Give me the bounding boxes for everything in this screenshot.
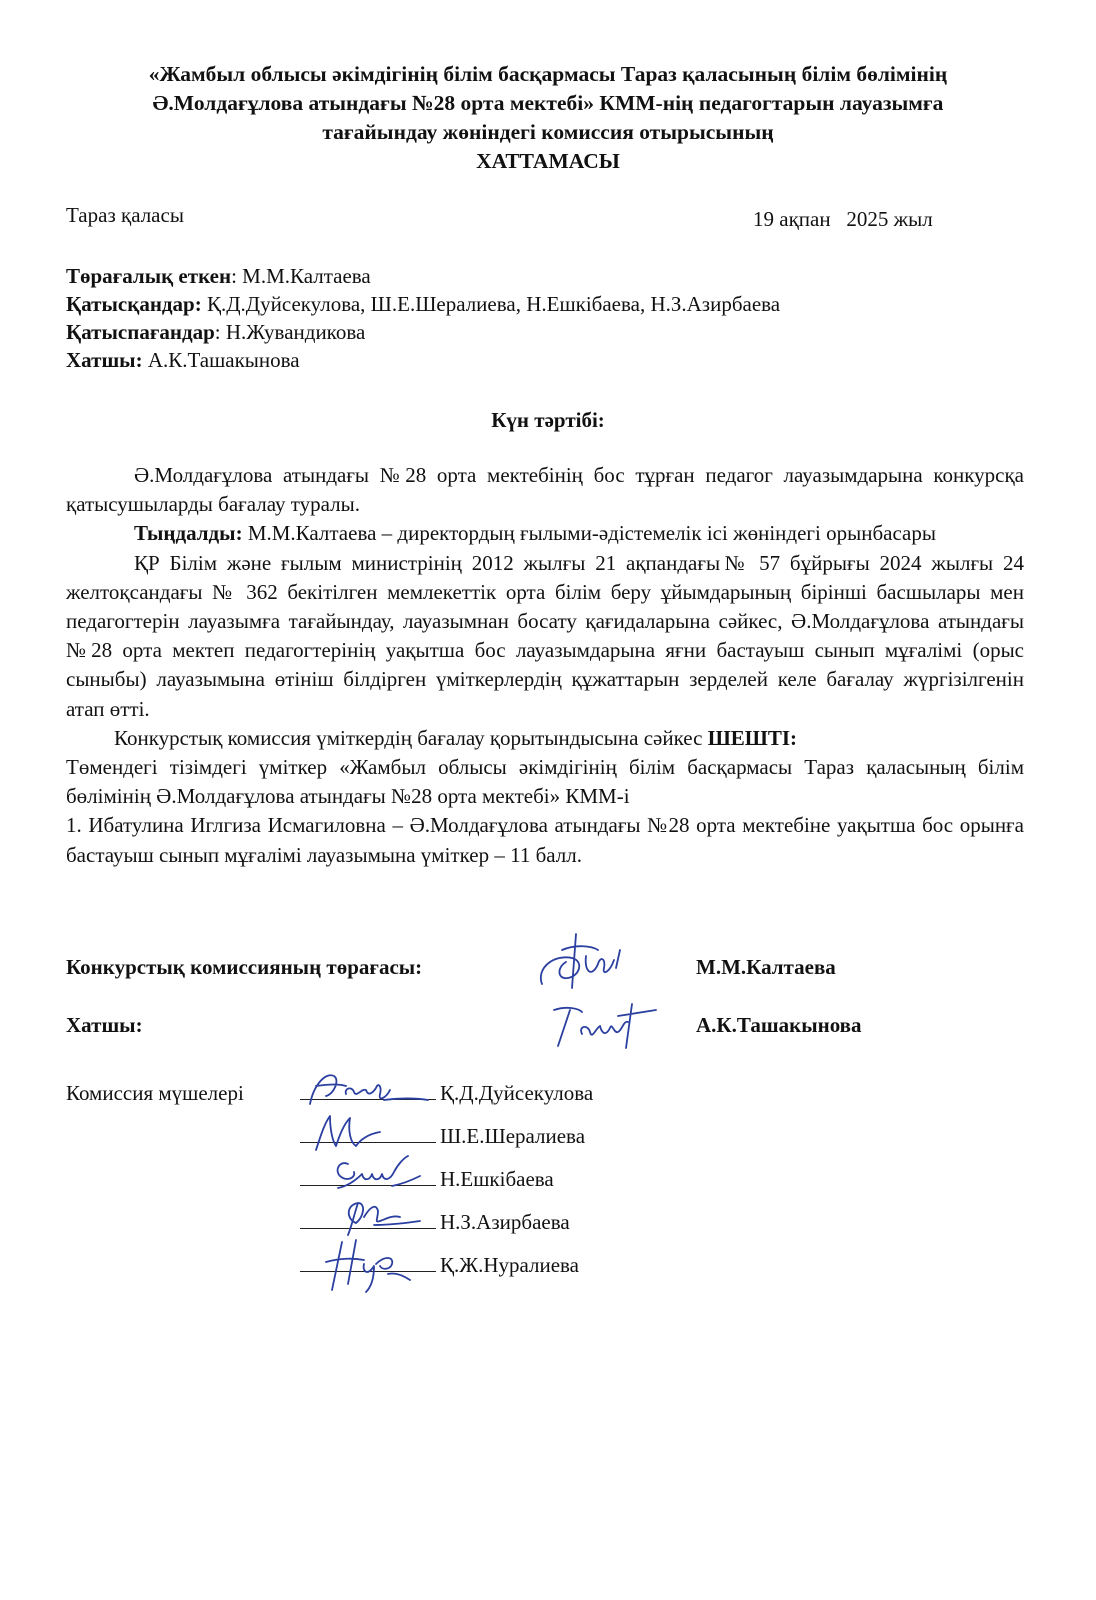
chair-signature-image — [532, 928, 632, 1000]
agenda-item: Ә.Молдағұлова атындағы №28 орта мектебінің бос тұрған педагог лауазымдарына конкурсқа қатысушыларды бағалау туралы. — [66, 463, 1024, 517]
heard-paragraph — [66, 519, 1024, 548]
member-signature-image — [332, 1150, 422, 1196]
rules-paragraph: ҚР Білім және ғылым министрінің 2012 жылғы 21 ақпандағы№ 57 бұйрығы 2024 жылғы 24 желтоқсандағы № 362 бекітілген мемлекеттік орта білім беру ұйымдарының бірінші басшылары мен педагогтерін лауазымға тағайындау, лауазымнан босату қағидаларына сәйкес, Ә.Молдағұлова атындағы №28 орта мектеп педагогтерінің уақытша бос лауазымдарына яғни бастауыш сынып мұғалімі (орыс сыныбы) лауазымына өтініш білдірген үміткерлердің құжаттарын зерделей келе бағалау жүргізілгенін атап өтті. — [66, 550, 1024, 721]
meeting-meta — [66, 262, 780, 374]
protocol-body — [66, 461, 1024, 870]
title-line-3: тағайындау жөніндегі комиссия отырысының — [322, 120, 774, 144]
chair-row — [66, 262, 780, 290]
member-signature-image — [306, 1064, 430, 1112]
member-signature-image — [310, 1110, 390, 1154]
secretary-label: Хатшы: — [66, 348, 143, 372]
decision-paragraph — [66, 724, 1024, 753]
secretary-name: А.К.Ташакынова — [696, 1013, 862, 1037]
member-signature-image — [318, 1234, 418, 1296]
candidate-item: 1. Ибатулина Иглгиза Исмагиловна – Ә.Молдағұлова атындағы №28 орта мектебіне уақытша бос орынға бастауыш сынып мұғалімі лауазымына үміткер – 11 балл. — [66, 813, 1024, 867]
candidate-intro: Төмендегі тізімдегі үміткер «Жамбыл облысы әкімдігінің білім басқармасы Тараз қаласының білім бөлімінің Ә.Молдағұлова атындағы №28 орта мектебі» КММ-і — [66, 755, 1024, 809]
date: 19 ақпан 2025 жыл — [753, 207, 933, 231]
member-name: Қ.Ж.Нуралиева — [440, 1253, 579, 1277]
secretary-signature-image — [548, 998, 666, 1056]
chair-signature-label: Конкурстық комиссияның төрағасы: — [66, 955, 423, 979]
title-line-4: ХАТТАМАСЫ — [476, 149, 620, 173]
document-title — [60, 60, 1036, 176]
member-name: Н.З.Азирбаева — [440, 1210, 570, 1234]
chair-value: : М.М.Калтаева — [231, 264, 371, 288]
member-signature-image — [334, 1193, 424, 1239]
agenda-heading: Күн тәртібі: — [491, 408, 605, 432]
decision-keyword: ШЕШТІ: — [707, 725, 798, 750]
heard-text: М.М.Калтаева – директордың ғылыми-әдістемелік ісі жөніндегі орынбасары — [242, 521, 936, 546]
title-line-2: Ә.Молдағұлова атындағы №28 орта мектебі» КММ-нің педагогтарын лауазымға — [152, 91, 944, 115]
member-name: Н.Ешкібаева — [440, 1167, 554, 1191]
absent-label: Қатыспағандар — [66, 320, 215, 344]
member-name: Ш.Е.Шералиева — [440, 1124, 586, 1148]
absent-row — [66, 318, 780, 346]
city: Тараз қаласы — [66, 203, 184, 227]
secretary-row — [66, 346, 780, 374]
chair-name: М.М.Калтаева — [696, 955, 836, 979]
present-row — [66, 290, 780, 318]
members-label: Комиссия мүшелері — [66, 1081, 244, 1105]
title-line-1: «Жамбыл облысы әкімдігінің білім басқармасы Тараз қаласының білім бөлімінің — [148, 62, 948, 86]
decision-text: Конкурстық комиссия үміткердің бағалау қорытындысына сәйкес — [114, 725, 708, 750]
secretary-signature-label: Хатшы: — [66, 1013, 143, 1037]
member-name: Қ.Д.Дуйсекулова — [440, 1081, 594, 1105]
present-value: Қ.Д.Дуйсекулова, Ш.Е.Шералиева, Н.Ешкібаева, Н.З.Азирбаева — [201, 292, 781, 316]
absent-value: : Н.Жувандикова — [214, 320, 366, 344]
secretary-value: А.К.Ташакынова — [142, 348, 300, 372]
present-label: Қатысқандар: — [66, 292, 202, 316]
heard-label: Тыңдалды: — [134, 521, 243, 546]
chair-label: Төрағалық еткен — [66, 264, 232, 288]
